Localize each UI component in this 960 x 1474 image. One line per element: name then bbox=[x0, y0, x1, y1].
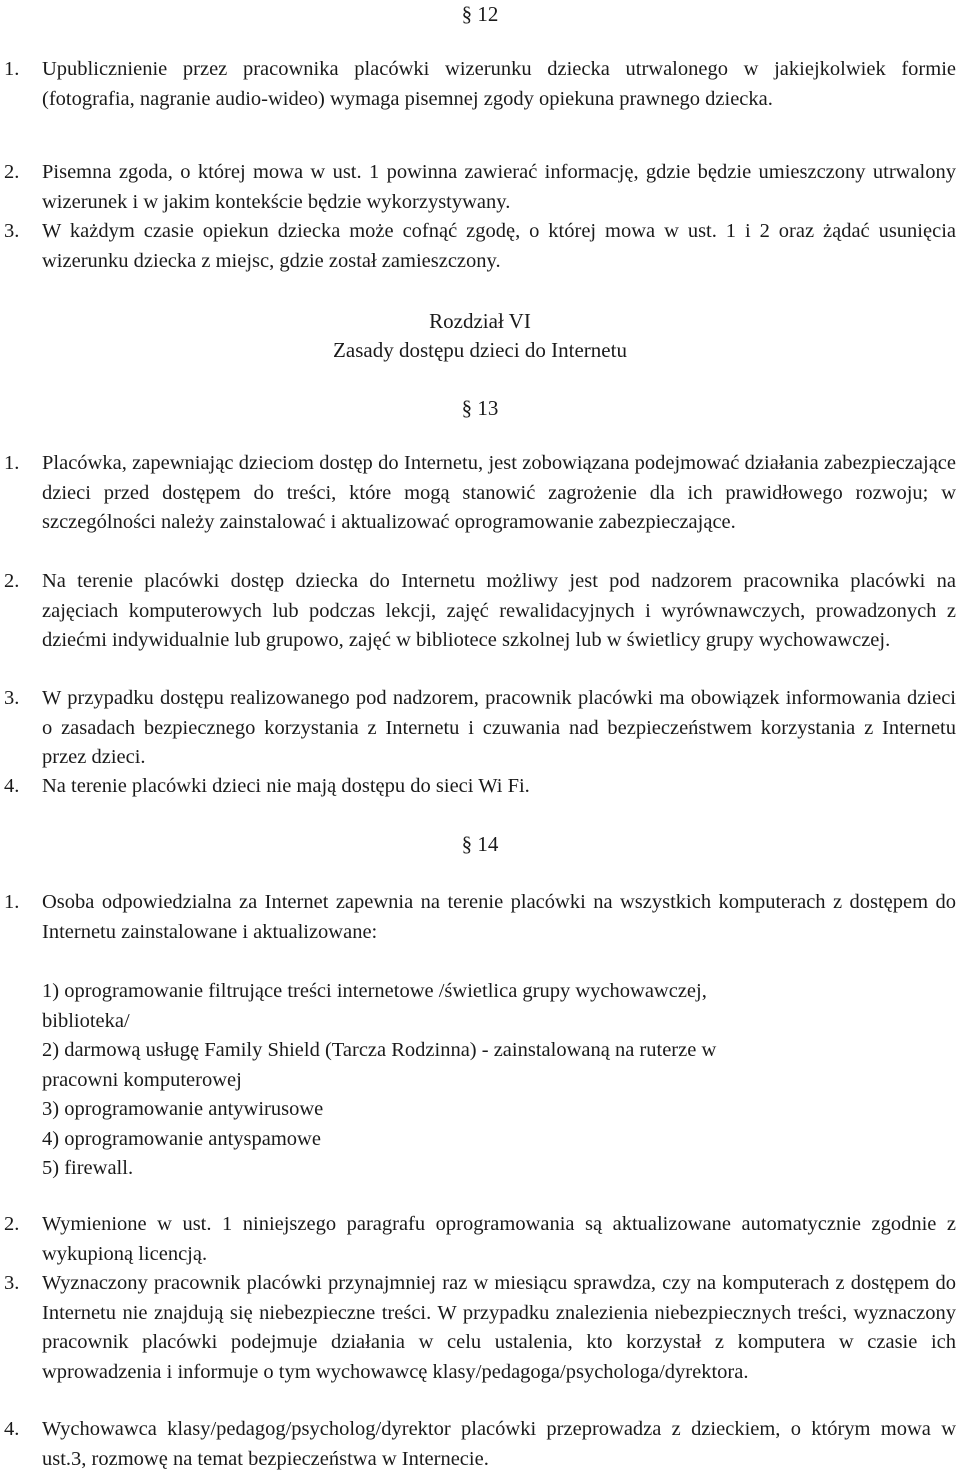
list-line: pracowni komputerowej bbox=[42, 1068, 242, 1091]
chapter-title: Zasady dostępu dzieci do Internetu bbox=[333, 338, 627, 362]
list-line: 3) oprogramowanie antywirusowe bbox=[42, 1098, 324, 1120]
item-text: Wyznaczony pracownik placówki przynajmniej raz w miesiącu sprawdza, czy na komputerach z dostępem do Internetu nie znajdują się niebezpieczne treści. W przypadku znalezienia niebezpiecznych treści, wyznaczony pracownik placówki podejmuje działania w celu ustalenia, kto korzystał z komputera w czasie ich wprowadzenia i informuje o tym wychowawcę klasy/pedagoga/psychologa/dyrektora. bbox=[42, 1272, 956, 1383]
sec13-item-4 bbox=[4, 772, 956, 802]
item-text: Placówka, zapewniając dzieciom dostęp do Internetu, jest zobowiązana podejmować działania zabezpieczające dzieci przed dostępem do treści, które mogą stanowić zagrożenie dla ich prawidłowego rozwoju; w szczególności należy zainstalować i aktualizować oprogramowanie zabezpieczające. bbox=[42, 452, 956, 533]
list-line: 2) darmową usługę Family Shield (Tarcza Rodzinna) - zainstalowaną na ruterze w bbox=[42, 1039, 717, 1061]
item-number: 1. bbox=[4, 58, 20, 80]
list-line: 4) oprogramowanie antyspamowe bbox=[42, 1127, 321, 1150]
sec12-item-1 bbox=[4, 55, 956, 114]
item-number: 3. bbox=[4, 220, 20, 242]
sec14-item-2 bbox=[4, 1210, 956, 1269]
sec14-item-1 bbox=[4, 888, 956, 947]
list-line: 5) firewall. bbox=[42, 1157, 134, 1179]
item-text: Wymienione w ust. 1 niniejszego paragrafu oprogramowania są aktualizowane automatycznie zgodnie z wykupioną licencją. bbox=[42, 1213, 956, 1265]
item-text: Upublicznienie przez pracownika placówki wizerunku dziecka utrwalonego w jakiejkolwiek formie (fotografia, nagranie audio-wideo) wymaga pisemnej zgody opiekuna prawnego dziecka. bbox=[42, 58, 956, 110]
sec12-item-2 bbox=[4, 158, 956, 217]
item-number: 4. bbox=[4, 775, 20, 797]
item-number: 3. bbox=[4, 1272, 20, 1294]
item-number: 2. bbox=[4, 570, 20, 592]
item-number: 1. bbox=[4, 891, 20, 913]
item-text: Wychowawca klasy/pedagog/psycholog/dyrektor placówki przeprowadza z dzieckiem, o którym mowa w ust.3, rozmowę na temat bezpieczeństwa w Internecie. bbox=[42, 1418, 956, 1470]
item-text: Pisemna zgoda, o której mowa w ust. 1 powinna zawierać informację, gdzie będzie umieszczony utrwalony wizerunek i w jakim kontekście będzie wykorzystywany. bbox=[42, 161, 956, 213]
chapter-number: Rozdział VI bbox=[429, 309, 531, 333]
item-text: Osoba odpowiedzialna za Internet zapewnia na terenie placówki na wszystkich komputerach z dostępem do Internetu zainstalowane i aktualizowane: bbox=[42, 891, 956, 943]
item-number: 2. bbox=[4, 1213, 20, 1235]
item-number: 1. bbox=[4, 452, 20, 474]
item-text: Na terenie placówki dostęp dziecka do Internetu możliwy jest pod nadzorem pracownika placówki na zajęciach komputerowych lub podczas lekcji, zajęć rewalidacyjnych i wyrównawczych, prowadzonych z dziećmi indywidualnie lub grupowo, zajęć w bibliotece szkolnej lub w świetlicy grupy wychowawczej. bbox=[42, 570, 956, 651]
item-text: W każdym czasie opiekun dziecka może cofnąć zgodę, o której mowa w ust. 1 i 2 oraz żądać usunięcia wizerunku dziecka z miejsc, gdzie został zamieszczony. bbox=[42, 220, 956, 272]
item-number: 3. bbox=[4, 687, 20, 709]
item-number: 2. bbox=[4, 161, 20, 183]
sec14-item-3 bbox=[4, 1269, 956, 1387]
sec14-item-4 bbox=[4, 1415, 956, 1474]
list-line: 1) oprogramowanie filtrujące treści internetowe /świetlica grupy wychowawczej, bbox=[42, 980, 707, 1002]
software-list bbox=[42, 977, 942, 1184]
section-14-heading: § 14 bbox=[461, 832, 499, 856]
list-line: biblioteka/ bbox=[42, 1009, 130, 1032]
section-12-heading: § 12 bbox=[461, 2, 499, 26]
item-text: Na terenie placówki dzieci nie mają dostępu do sieci Wi Fi. bbox=[42, 775, 530, 797]
sec13-item-3 bbox=[4, 684, 956, 773]
section-13-heading: § 13 bbox=[461, 396, 499, 420]
item-text: W przypadku dostępu realizowanego pod nadzorem, pracownik placówki ma obowiązek informowania dzieci o zasadach bezpiecznego korzystania z Internetu i czuwania nad bezpieczeństwem korzystania z Internetu przez dzieci. bbox=[42, 687, 956, 768]
item-number: 4. bbox=[4, 1418, 20, 1440]
sec12-item-3 bbox=[4, 217, 956, 276]
sec13-item-1 bbox=[4, 449, 956, 538]
sec13-item-2 bbox=[4, 567, 956, 656]
